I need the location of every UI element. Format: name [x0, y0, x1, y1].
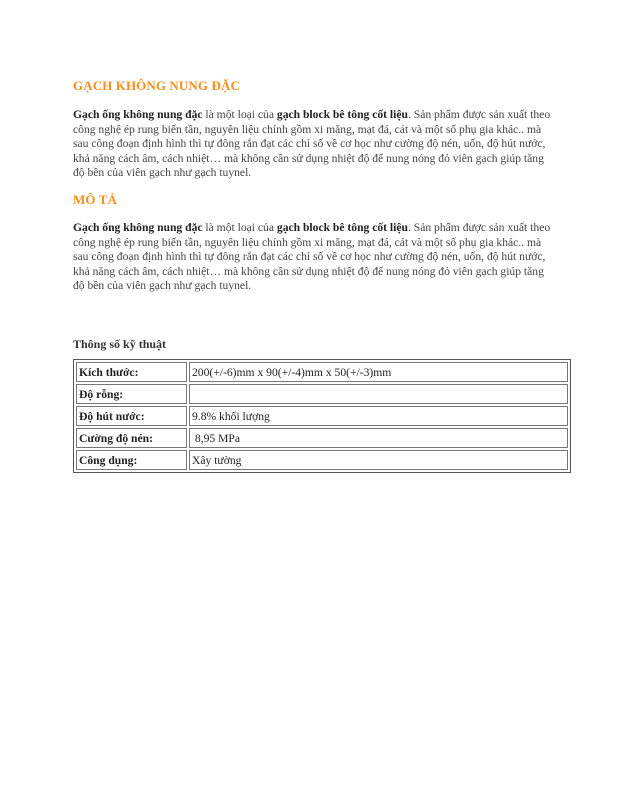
spec-value — [189, 384, 568, 404]
table-row — [76, 384, 568, 404]
bold-term: Gạch ống không nung đặc — [73, 108, 203, 121]
spec-label: Cường độ nén: — [76, 428, 187, 448]
paragraph-text: là một loại của — [202, 108, 277, 121]
spec-value: Xây tường — [189, 450, 568, 470]
bold-term: Gạch ống không nung đặc — [73, 221, 203, 234]
table-row — [76, 362, 568, 382]
table-row — [76, 428, 568, 448]
spec-label: Độ rỗng: — [76, 384, 187, 404]
section-paragraph-intro — [73, 108, 555, 181]
paragraph-text: là một loại của — [202, 221, 277, 234]
paragraph-text: . Sản phẩm được sản xuất theo công nghệ ép rung biến tần, nguyên liệu chính gồm xi măng, mạt đá, cát và một số phụ gia khác.. mà sau công đoạn định hình thì tự đông rắn đạt các chỉ số về cơ học như cường độ nén, uốn, độ hút nước, khả năng cách âm, cách nhiệt… mà không cần sử dụng nhiệt độ để nung nóng đỏ viên gạch giúp tăng độ bền của viên gạch như gạch tuynel. — [73, 108, 551, 180]
table-row — [76, 406, 568, 426]
table-row — [76, 450, 568, 470]
spec-value: 8,95 MPa — [189, 428, 568, 448]
spec-label: Độ hút nước: — [76, 406, 187, 426]
spec-label: Công dụng: — [76, 450, 187, 470]
section-paragraph-description — [73, 221, 555, 294]
specs-table — [73, 359, 571, 473]
section-heading-mo-ta: MÔ TẢ — [73, 192, 117, 207]
section-heading-gach-khong-nung-dac: GẠCH KHÔNG NUNG ĐẶC — [73, 78, 240, 93]
spec-value: 200(+/-6)mm x 90(+/-4)mm x 50(+/-3)mm — [189, 362, 568, 382]
paragraph-text: . Sản phẩm được sản xuất theo công nghệ ép rung biến tần, nguyên liệu chính gồm xi măng, mạt đá, cát và một số phụ gia khác.. mà sau công đoạn định hình thì tự đông rắn đạt các chỉ số về cơ học như cường độ nén, uốn, độ hút nước, khả năng cách âm, cách nhiệt… mà không cần sử dụng nhiệt độ để nung nóng đỏ viên gạch giúp tăng độ bền của viên gạch như gạch tuynel. — [73, 221, 551, 293]
bold-term: gạch block bê tông cốt liệu — [276, 108, 408, 121]
specs-title: Thông số kỹ thuật — [73, 337, 167, 351]
bold-term: gạch block bê tông cốt liệu — [276, 221, 408, 234]
spec-value: 9.8% khối lượng — [189, 406, 568, 426]
spec-label: Kích thước: — [76, 362, 187, 382]
